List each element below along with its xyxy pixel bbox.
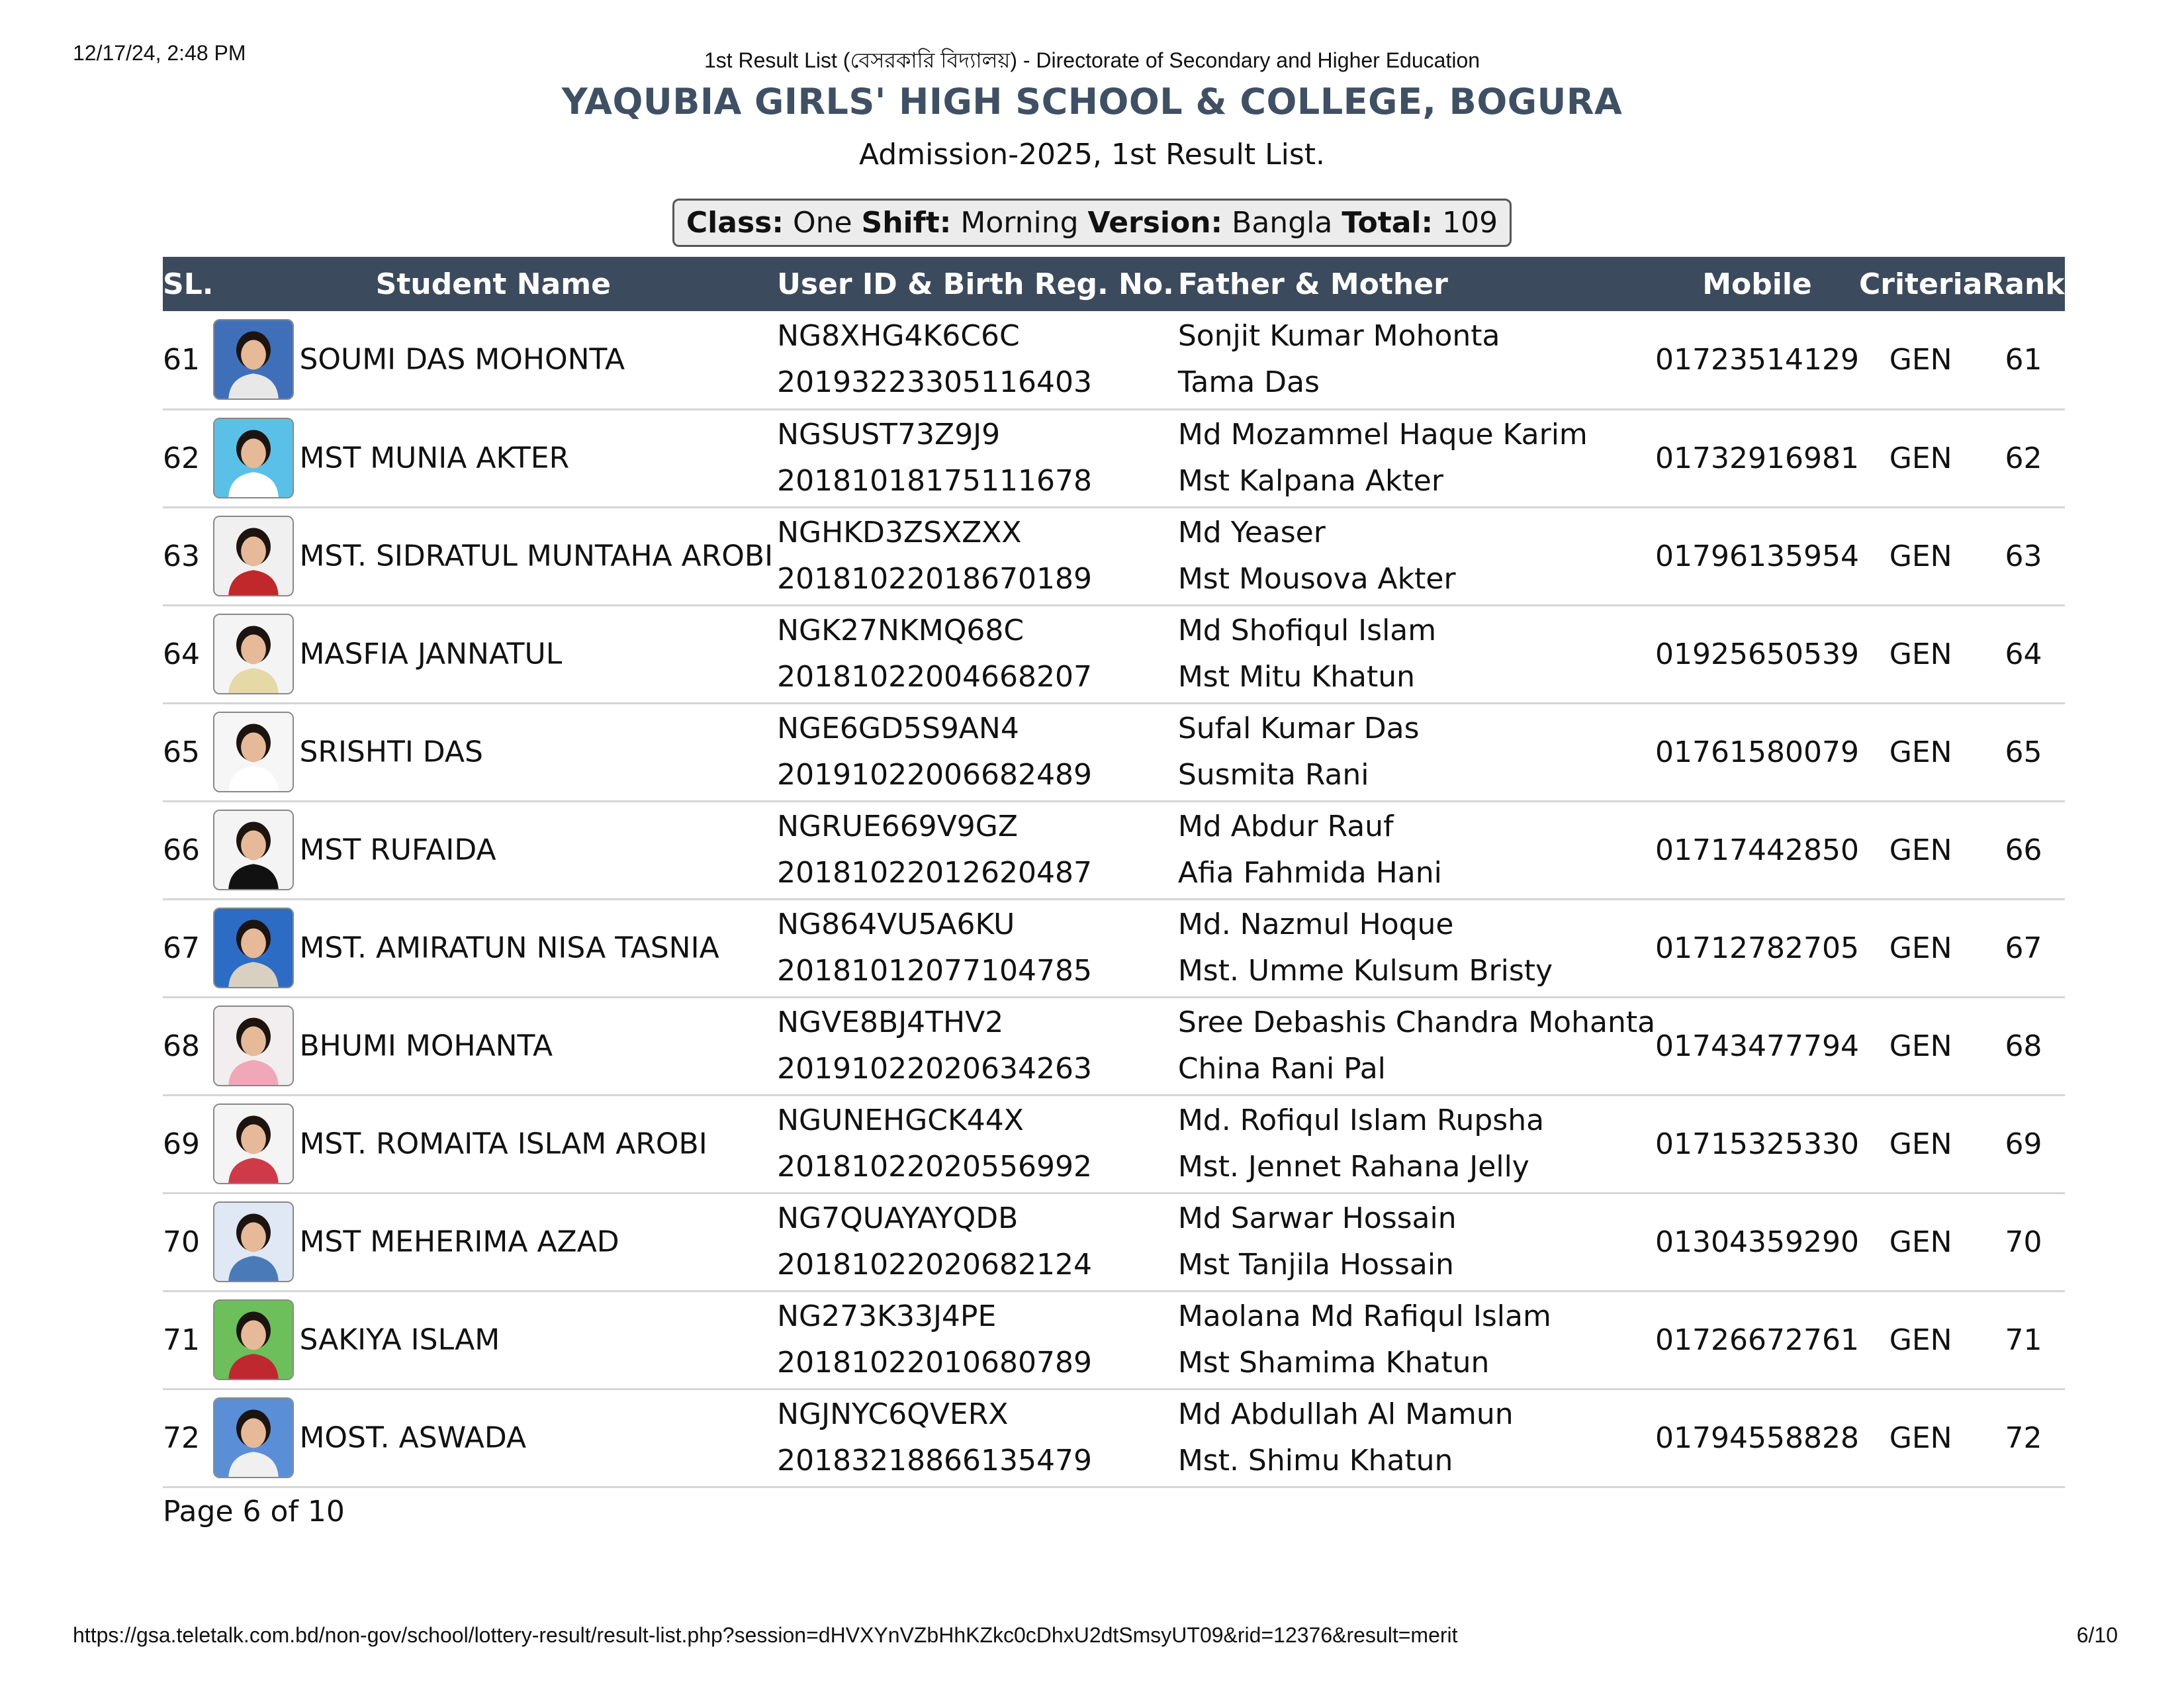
portrait-icon — [214, 517, 293, 595]
mother-name: Mst. Umme Kulsum Bristy — [1177, 954, 1553, 988]
student-photo — [213, 908, 294, 988]
student-name-cell — [213, 409, 773, 507]
student-name: MASFIA JANNATUL — [299, 637, 563, 671]
father-name: Md Mozammel Haque Karim — [1177, 418, 1588, 451]
father-mother-cell — [1174, 1291, 1655, 1389]
footer-url: https://gsa.teletalk.com.bd/non-gov/school/lottery-result/result-list.php?session=dHVXYnVZbHhKZkc0cDhxU2dtSmsyUT09&rid=12376&result=merit — [73, 1623, 1458, 1647]
father-mother-cell — [1174, 997, 1655, 1095]
user-id: NGVE8BJ4THV2 — [777, 1006, 1004, 1039]
father-mother-cell — [1174, 1193, 1655, 1291]
user-id-birth-reg-cell — [773, 311, 1174, 409]
portrait-icon — [214, 1301, 293, 1379]
rank: 62 — [2005, 441, 2042, 475]
student-name: MST. SIDRATUL MUNTAHA AROBI — [299, 539, 774, 573]
criteria: GEN — [1889, 1225, 1952, 1259]
student-name: SRISHTI DAS — [299, 735, 483, 769]
criteria: GEN — [1889, 1421, 1952, 1455]
student-name: SAKIYA ISLAM — [299, 1323, 500, 1357]
header-rank: Rank — [1982, 257, 2064, 311]
criteria: GEN — [1889, 833, 1952, 867]
table-row — [163, 409, 2065, 507]
rank: 61 — [2005, 342, 2042, 377]
user-id: NGRUE669V9GZ — [777, 810, 1019, 843]
user-id-birth-reg-cell — [773, 605, 1174, 703]
birth-reg-number: 20181022012620487 — [777, 856, 1093, 890]
father-name: Sonjit Kumar Mohonta — [1177, 319, 1500, 353]
serial-number: 64 — [163, 637, 200, 671]
table-row — [163, 703, 2065, 801]
serial-number: 68 — [163, 1029, 200, 1063]
father-mother-cell — [1174, 703, 1655, 801]
student-photo — [213, 516, 294, 596]
father-name: Sufal Kumar Das — [1177, 712, 1420, 745]
portrait-icon — [214, 320, 293, 399]
mother-name: Mst Mousova Akter — [1177, 562, 1456, 596]
mobile-number: 01796135954 — [1655, 539, 1859, 573]
birth-reg-number: 20193223305116403 — [777, 365, 1093, 400]
portrait-icon — [214, 1105, 293, 1183]
print-date: 12/17/24, 2:48 PM — [73, 41, 246, 65]
serial-number: 72 — [163, 1421, 200, 1455]
student-photo — [213, 418, 294, 498]
header-father-mother: Father & Mother — [1174, 257, 1655, 311]
mother-name: Susmita Rani — [1177, 758, 1369, 792]
user-id: NGE6GD5S9AN4 — [777, 712, 1019, 745]
serial-number: 66 — [163, 833, 200, 867]
father-name: Maolana Md Rafiqul Islam — [1177, 1299, 1551, 1333]
user-id-birth-reg-cell — [773, 801, 1174, 899]
student-photo — [213, 319, 294, 400]
serial-number: 62 — [163, 441, 200, 475]
table-row — [163, 801, 2065, 899]
criteria: GEN — [1889, 931, 1952, 965]
total-label: Total: — [1342, 206, 1433, 240]
student-photo — [213, 1299, 294, 1380]
user-id: NGSUST73Z9J9 — [777, 418, 1001, 451]
father-mother-cell — [1174, 899, 1655, 997]
mobile-number: 01717442850 — [1655, 833, 1859, 867]
father-mother-cell — [1174, 605, 1655, 703]
table-row — [163, 1193, 2065, 1291]
serial-number: 63 — [163, 539, 200, 573]
class-label: Class: — [686, 206, 784, 240]
result-table-body — [163, 311, 2065, 1487]
rank: 66 — [2005, 833, 2042, 867]
father-name: Md. Nazmul Hoque — [1177, 908, 1454, 941]
criteria: GEN — [1889, 539, 1952, 573]
student-name-cell — [213, 1291, 773, 1389]
total-value: 109 — [1442, 206, 1498, 240]
student-name: MST MEHERIMA AZAD — [299, 1225, 619, 1259]
father-mother-cell — [1174, 311, 1655, 409]
mother-name: Mst. Shimu Khatun — [1177, 1444, 1453, 1477]
footer-page-number: 6/10 — [2076, 1623, 2118, 1647]
birth-reg-number: 20181022004668207 — [777, 660, 1093, 694]
student-name-cell — [213, 899, 773, 997]
father-name: Md. Rofiqul Islam Rupsha — [1177, 1103, 1545, 1137]
father-mother-cell — [1174, 507, 1655, 605]
serial-number: 65 — [163, 735, 200, 769]
student-name-cell — [213, 1095, 773, 1193]
rank: 65 — [2005, 735, 2042, 769]
criteria: GEN — [1889, 342, 1952, 377]
header-criteria: Criteria — [1859, 257, 1982, 311]
mother-name: Afia Fahmida Hani — [1177, 856, 1442, 890]
criteria: GEN — [1889, 637, 1952, 671]
portrait-icon — [214, 713, 293, 791]
student-photo — [213, 1006, 294, 1086]
table-row — [163, 1095, 2065, 1193]
class-info-box — [672, 199, 1512, 247]
mobile-number: 01723514129 — [1655, 342, 1859, 377]
rank: 72 — [2005, 1421, 2042, 1455]
mobile-number: 01761580079 — [1655, 735, 1859, 769]
mother-name: Mst Shamima Khatun — [1177, 1346, 1490, 1380]
info-box-wrap — [0, 199, 2184, 247]
user-id-birth-reg-cell — [773, 1193, 1174, 1291]
shift-value: Morning — [960, 206, 1079, 240]
father-mother-cell — [1174, 409, 1655, 507]
father-name: Md Abdullah Al Mamun — [1177, 1397, 1514, 1431]
portrait-icon — [214, 1007, 293, 1085]
shift-label: Shift: — [861, 206, 952, 240]
father-mother-cell — [1174, 1095, 1655, 1193]
mother-name: Mst. Jennet Rahana Jelly — [1177, 1150, 1529, 1184]
user-id: NGHKD3ZSXZXX — [777, 516, 1022, 549]
mother-name: Tama Das — [1177, 365, 1320, 400]
user-id: NGUNEHGCK44X — [777, 1103, 1024, 1137]
father-mother-cell — [1174, 801, 1655, 899]
user-id-birth-reg-cell — [773, 507, 1174, 605]
version-label: Version: — [1087, 206, 1223, 240]
student-name-cell — [213, 1389, 773, 1487]
student-photo — [213, 1103, 294, 1184]
student-photo — [213, 614, 294, 694]
table-row — [163, 899, 2065, 997]
birth-reg-number: 20183218866135479 — [777, 1444, 1093, 1477]
mobile-number: 01732916981 — [1655, 441, 1859, 475]
father-name: Md Sarwar Hossain — [1177, 1201, 1457, 1235]
user-id-birth-reg-cell — [773, 997, 1174, 1095]
student-name-cell — [213, 311, 773, 409]
student-name-cell — [213, 801, 773, 899]
mobile-number: 01794558828 — [1655, 1421, 1859, 1455]
student-name: BHUMI MOHANTA — [299, 1029, 553, 1063]
user-id-birth-reg-cell — [773, 409, 1174, 507]
mother-name: Mst Mitu Khatun — [1177, 660, 1415, 694]
serial-number: 71 — [163, 1323, 200, 1357]
student-name-cell — [213, 703, 773, 801]
user-id: NGK27NKMQ68C — [777, 614, 1024, 647]
father-name: Md Abdur Rauf — [1177, 810, 1394, 843]
school-name: YAQUBIA GIRLS' HIGH SCHOOL & COLLEGE, BOGURA — [561, 81, 1623, 122]
user-id: NG864VU5A6KU — [777, 908, 1015, 941]
birth-reg-number: 20191022020634263 — [777, 1052, 1093, 1086]
print-header — [0, 0, 2184, 79]
student-name: MST RUFAIDA — [299, 833, 496, 867]
user-id-birth-reg-cell — [773, 1291, 1174, 1389]
user-id-birth-reg-cell — [773, 899, 1174, 997]
serial-number: 69 — [163, 1127, 200, 1161]
table-row — [163, 507, 2065, 605]
birth-reg-number: 20181022018670189 — [777, 562, 1093, 596]
user-id-birth-reg-cell — [773, 703, 1174, 801]
mobile-number: 01743477794 — [1655, 1029, 1859, 1063]
father-name: Sree Debashis Chandra Mohanta — [1177, 1006, 1656, 1039]
birth-reg-number: 20191022006682489 — [777, 758, 1093, 792]
portrait-icon — [214, 615, 293, 693]
mobile-number: 01925650539 — [1655, 637, 1859, 671]
header-mobile: Mobile — [1655, 257, 1859, 311]
student-photo — [213, 1201, 294, 1282]
user-id: NG273K33J4PE — [777, 1299, 997, 1333]
portrait-icon — [214, 1203, 293, 1281]
mother-name: China Rani Pal — [1177, 1052, 1386, 1086]
student-name: MST. ROMAITA ISLAM AROBI — [299, 1127, 707, 1161]
print-title: 1st Result List (বেসরকারি বিদ্যালয়) - Directorate of Secondary and Higher Education — [704, 48, 1480, 72]
user-id: NG7QUAYAYQDB — [777, 1201, 1019, 1235]
student-name-cell — [213, 997, 773, 1095]
serial-number: 61 — [163, 342, 200, 377]
birth-reg-number: 20181022020682124 — [777, 1248, 1093, 1282]
criteria: GEN — [1889, 735, 1952, 769]
criteria: GEN — [1889, 1029, 1952, 1063]
father-name: Md Shofiqul Islam — [1177, 614, 1437, 647]
birth-reg-number: 20181022010680789 — [777, 1346, 1093, 1380]
mobile-number: 01726672761 — [1655, 1323, 1859, 1357]
table-row — [163, 1389, 2065, 1487]
version-value: Bangla — [1232, 206, 1333, 240]
student-name-cell — [213, 507, 773, 605]
portrait-icon — [214, 811, 293, 889]
serial-number: 70 — [163, 1225, 200, 1259]
birth-reg-number: 20181012077104785 — [777, 954, 1093, 988]
mobile-number: 01712782705 — [1655, 931, 1859, 965]
rank: 64 — [2005, 637, 2042, 671]
result-table — [163, 257, 2065, 1488]
class-value: One — [792, 206, 852, 240]
student-photo — [213, 810, 294, 890]
rank: 63 — [2005, 539, 2042, 573]
mobile-number: 01304359290 — [1655, 1225, 1859, 1259]
user-id: NGJNYC6QVERX — [777, 1397, 1009, 1431]
rank: 67 — [2005, 931, 2042, 965]
table-row — [163, 605, 2065, 703]
rank: 69 — [2005, 1127, 2042, 1161]
header-sl: SL. — [163, 257, 213, 311]
table-row — [163, 311, 2065, 409]
rank: 68 — [2005, 1029, 2042, 1063]
header-user-id: User ID & Birth Reg. No. — [773, 257, 1174, 311]
table-row — [163, 997, 2065, 1095]
rank: 71 — [2005, 1323, 2042, 1357]
student-photo — [213, 712, 294, 792]
father-mother-cell — [1174, 1389, 1655, 1487]
student-name-cell — [213, 605, 773, 703]
header-student-name: Student Name — [213, 257, 773, 311]
rank: 70 — [2005, 1225, 2042, 1259]
student-name: MOST. ASWADA — [299, 1421, 527, 1455]
birth-reg-number: 20181018175111678 — [777, 464, 1093, 498]
mother-name: Mst Tanjila Hossain — [1177, 1248, 1454, 1282]
criteria: GEN — [1889, 1323, 1952, 1357]
mobile-number: 01715325330 — [1655, 1127, 1859, 1161]
criteria: GEN — [1889, 441, 1952, 475]
portrait-icon — [214, 1399, 293, 1477]
criteria: GEN — [1889, 1127, 1952, 1161]
portrait-icon — [214, 419, 293, 497]
serial-number: 67 — [163, 931, 200, 965]
birth-reg-number: 20181022020556992 — [777, 1150, 1093, 1184]
table-header-row — [163, 257, 2065, 311]
user-id-birth-reg-cell — [773, 1389, 1174, 1487]
page-indicator: Page 6 of 10 — [163, 1495, 345, 1528]
father-name: Md Yeaser — [1177, 516, 1326, 549]
student-name-cell — [213, 1193, 773, 1291]
table-row — [163, 1291, 2065, 1389]
student-name: SOUMI DAS MOHONTA — [299, 342, 625, 377]
user-id: NG8XHG4K6C6C — [777, 319, 1020, 353]
student-photo — [213, 1397, 294, 1478]
admission-subtitle: Admission-2025, 1st Result List. — [858, 138, 1326, 171]
mother-name: Mst Kalpana Akter — [1177, 464, 1443, 498]
portrait-icon — [214, 909, 293, 987]
user-id-birth-reg-cell — [773, 1095, 1174, 1193]
student-name: MST. AMIRATUN NISA TASNIA — [299, 931, 719, 965]
student-name: MST MUNIA AKTER — [299, 441, 570, 475]
